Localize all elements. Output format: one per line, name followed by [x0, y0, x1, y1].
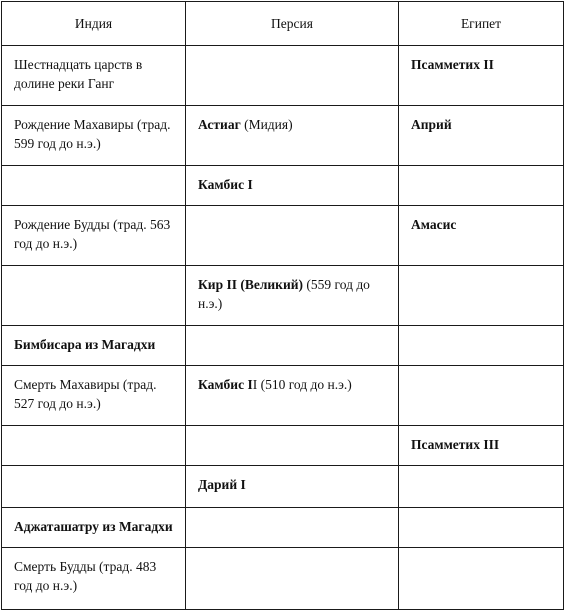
persia-cell [186, 426, 398, 435]
egypt-cell [399, 326, 563, 335]
persia-cell [186, 326, 398, 335]
chronology-table [1, 1, 564, 610]
india-cell: Шестнадцать царств в долине реки Ганг [14, 57, 143, 91]
table-row [2, 206, 564, 266]
egypt-cell [399, 508, 563, 517]
india-cell: Смерть Будды (трад. 483 год до н.э.) [14, 559, 157, 593]
table-row [2, 548, 564, 610]
header-row [2, 2, 564, 46]
header-egypt: Египет [399, 2, 564, 46]
egypt-cell [399, 466, 563, 475]
header-india: Индия [2, 2, 186, 46]
persia-cell [186, 46, 398, 55]
egypt-cell: Псамметих III [411, 437, 500, 452]
persia-cell: Астиаг (Мидия) [198, 117, 293, 132]
india-cell: Аджаташатру из Магадхи [14, 519, 173, 534]
egypt-cell [399, 548, 563, 557]
persia-cell: Дарий I [198, 477, 246, 492]
ruler-name: Астиаг [198, 117, 241, 132]
persia-cell: Камбис I [198, 177, 253, 192]
india-cell: Рождение Будды (трад. 563 год до н.э.) [14, 217, 171, 251]
table-row [2, 266, 564, 326]
egypt-cell: Априй [411, 117, 452, 132]
india-cell [2, 466, 185, 475]
ruler-name: Камбис I [198, 377, 253, 392]
ruler-name: Кир II (Великий) [198, 277, 304, 292]
persia-cell: Кир II (Великий) (559 год до н.э.) [198, 277, 370, 311]
india-cell [2, 166, 185, 175]
india-cell: Бимбисара из Магадхи [14, 337, 156, 352]
persia-cell: Камбис II (510 год до н.э.) [198, 377, 352, 392]
table-row [2, 166, 564, 206]
egypt-cell [399, 266, 563, 275]
india-cell [2, 426, 185, 435]
egypt-cell [399, 166, 563, 175]
india-cell [2, 266, 185, 275]
table-row [2, 466, 564, 508]
persia-cell [186, 548, 398, 557]
table-row [2, 326, 564, 366]
table-row [2, 106, 564, 166]
table-row [2, 426, 564, 466]
table-row [2, 366, 564, 426]
egypt-cell [399, 366, 563, 375]
egypt-cell: Амасис [411, 217, 457, 232]
header-persia: Персия [186, 2, 399, 46]
india-cell: Смерть Махавиры (трад. 527 год до н.э.) [14, 377, 157, 411]
table-row [2, 46, 564, 106]
persia-cell [186, 206, 398, 215]
egypt-cell: Псамметих II [411, 57, 494, 72]
india-cell: Рождение Махавиры (трад. 599 год до н.э.) [14, 117, 171, 151]
persia-cell [186, 508, 398, 517]
table-row [2, 508, 564, 548]
